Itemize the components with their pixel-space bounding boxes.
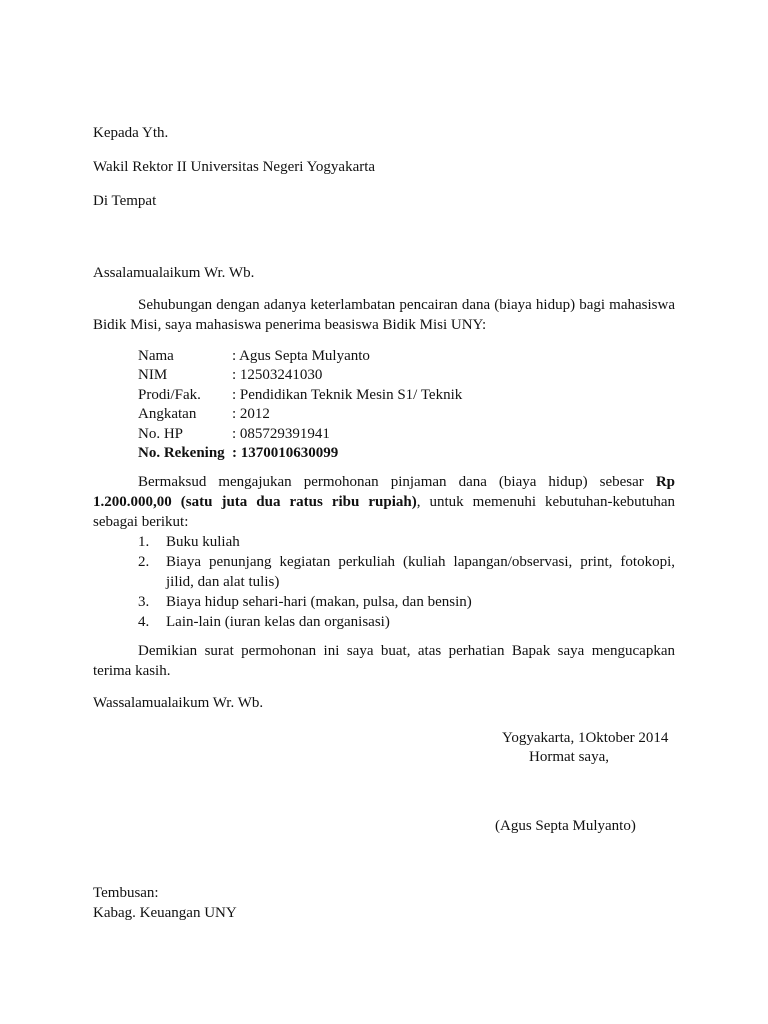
identity-label: No. HP (138, 425, 184, 442)
place-date: Yogyakarta, 1Oktober 2014 (502, 730, 669, 746)
opening-greeting: Assalamualaikum Wr. Wb. (93, 265, 255, 281)
identity-row (138, 366, 462, 385)
request-lead: Bermaksud mengajukan permohonan pinjaman dana (biaya hidup) sebesar (138, 474, 644, 490)
request-paragraph (93, 472, 675, 532)
identity-value: : 12503241030 (232, 367, 323, 384)
recipient-salutation: Kepada Yth. (93, 125, 169, 141)
list-text: Lain-lain (iuran kelas dan organisasi) (166, 614, 390, 630)
signatory-name: (Agus Septa Mulyanto) (495, 818, 636, 834)
identity-value: : Pendidikan Teknik Mesin S1/ Teknik (232, 386, 463, 403)
identity-value: : 1370010630099 (232, 445, 339, 462)
identity-value: : Agus Septa Mulyanto (232, 348, 370, 364)
list-item (138, 612, 675, 632)
identity-row (138, 425, 462, 444)
recipient-name: Wakil Rektor II Universitas Negeri Yogyakarta (93, 159, 376, 175)
list-number: 1. (138, 534, 150, 550)
list-text: Buku kuliah (166, 534, 240, 550)
identity-value: : 085729391941 (232, 425, 330, 442)
cc-label: Tembusan: (93, 885, 159, 901)
closing-text: Demikian surat permohonan ini saya buat, atas perhatian Bapak saya mengucapkan terima kasih. (93, 643, 675, 679)
identity-label: Prodi/Fak. (138, 386, 201, 403)
identity-row-account (138, 444, 462, 463)
list-text: Biaya hidup sehari-hari (makan, pulsa, dan bensin) (166, 594, 472, 610)
list-number: 4. (138, 614, 150, 630)
intro-text: Sehubungan dengan adanya keterlambatan pencairan dana (biaya hidup) bagi mahasiswa Bidik Misi, saya mahasiswa penerima beasiswa Bidik Misi UNY: (93, 297, 675, 333)
identity-row (138, 347, 462, 366)
needs-list (138, 532, 675, 632)
closing-paragraph (93, 641, 675, 681)
identity-label: No. Rekening (138, 445, 225, 462)
identity-label: Nama (138, 348, 174, 364)
recipient-place: Di Tempat (93, 193, 157, 209)
cc-recipient: Kabag. Keuangan UNY (93, 905, 237, 921)
identity-value: : 2012 (232, 406, 270, 423)
list-text: Biaya penunjang kegiatan perkuliah (kuliah lapangan/observasi, print, fotokopi, jilid, dan alat tulis) (166, 554, 675, 590)
regards: Hormat saya, (529, 749, 609, 765)
letter-page (93, 0, 675, 1024)
request-amount: Rp 1.200.000,00 (satu juta dua ratus ribu rupiah) (93, 474, 676, 510)
request-tail: , untuk memenuhi kebutuhan-kebutuhan sebagai berikut: (93, 494, 675, 530)
identity-label: Angkatan (138, 406, 197, 423)
identity-row (138, 386, 462, 405)
identity-label: NIM (138, 367, 168, 384)
identity-table (138, 347, 462, 463)
list-number: 2. (138, 554, 150, 570)
intro-paragraph (93, 295, 675, 335)
list-item (138, 552, 675, 592)
closing-greeting: Wassalamualaikum Wr. Wb. (93, 695, 264, 711)
list-item (138, 592, 675, 612)
list-number: 3. (138, 594, 150, 610)
list-item (138, 532, 675, 552)
identity-row (138, 405, 462, 424)
